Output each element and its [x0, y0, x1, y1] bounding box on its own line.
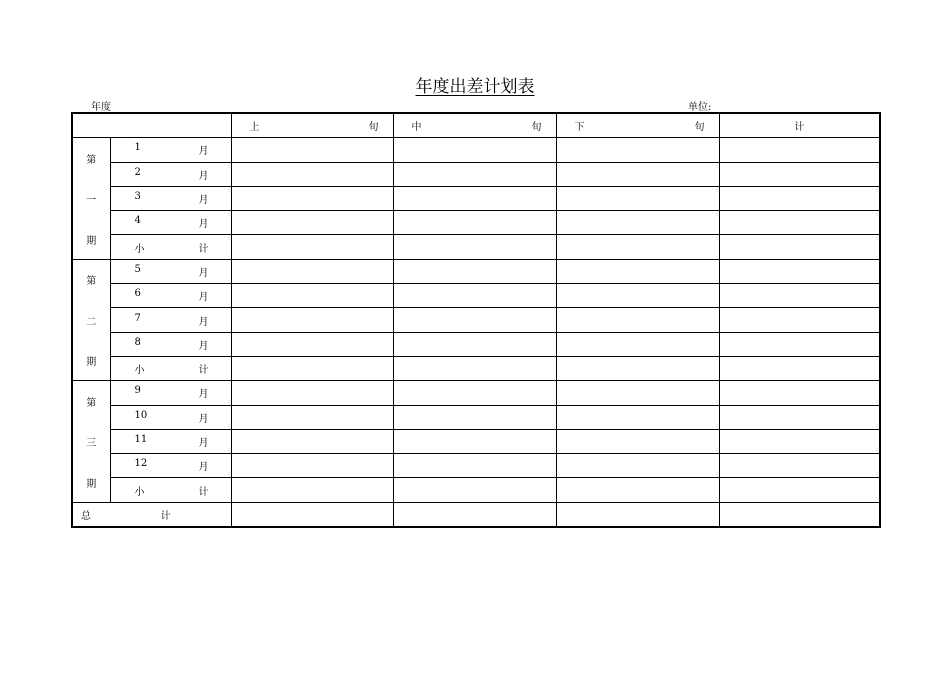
month-unit: 月	[198, 146, 209, 158]
grand-total-cell-third-dekad[interactable]	[556, 502, 719, 527]
header-second-right: 旬	[531, 122, 542, 134]
entry-cell-total[interactable]	[719, 405, 880, 429]
month-number: 12	[134, 458, 148, 470]
month-number: 小	[134, 365, 145, 377]
period-label-char: 一	[86, 195, 97, 207]
entry-cell-total[interactable]	[719, 138, 880, 162]
entry-cell-first-dekad[interactable]	[231, 235, 393, 259]
entry-cell-second-dekad[interactable]	[393, 186, 556, 210]
entry-cell-third-dekad[interactable]	[556, 308, 719, 332]
month-number: 1	[134, 142, 141, 154]
month-number: 6	[134, 288, 141, 300]
entry-cell-first-dekad[interactable]	[231, 405, 393, 429]
entry-cell-third-dekad[interactable]	[556, 332, 719, 356]
month-unit: 月	[198, 316, 209, 328]
header-blank-cell	[72, 113, 231, 138]
entry-cell-second-dekad[interactable]	[393, 138, 556, 162]
month-cell	[110, 211, 231, 235]
entry-cell-total[interactable]	[719, 284, 880, 308]
period-label-char: 期	[86, 235, 97, 247]
header-total: 计	[719, 113, 880, 138]
table-row	[72, 284, 880, 308]
entry-cell-third-dekad[interactable]	[556, 381, 719, 405]
entry-cell-second-dekad[interactable]	[393, 235, 556, 259]
month-unit: 月	[198, 438, 209, 449]
grand-total-label-char: 总	[81, 510, 91, 522]
header-second-dekad	[393, 113, 556, 138]
entry-cell-first-dekad[interactable]	[231, 332, 393, 356]
month-number: 2	[134, 166, 141, 178]
period-label-char: 第	[86, 397, 97, 409]
table-row	[72, 259, 880, 283]
table-row	[72, 235, 880, 259]
entry-cell-second-dekad[interactable]	[393, 162, 556, 186]
entry-cell-first-dekad[interactable]	[231, 186, 393, 210]
table-row	[72, 429, 880, 453]
month-cell	[110, 405, 231, 429]
entry-cell-total[interactable]	[719, 478, 880, 502]
entry-cell-total[interactable]	[719, 235, 880, 259]
header-first-dekad	[231, 113, 393, 138]
period-label-char: 第	[86, 154, 97, 166]
grand-total-cell-total[interactable]	[719, 502, 880, 527]
entry-cell-second-dekad[interactable]	[393, 332, 556, 356]
month-number: 8	[134, 336, 141, 348]
year-label: 年度	[91, 102, 111, 113]
grand-total-cell-second-dekad[interactable]	[393, 502, 556, 527]
table-row	[72, 478, 880, 502]
entry-cell-total[interactable]	[719, 162, 880, 186]
month-number: 小	[134, 486, 145, 498]
table-row	[72, 454, 880, 478]
entry-cell-first-dekad[interactable]	[231, 211, 393, 235]
entry-cell-first-dekad[interactable]	[231, 454, 393, 478]
month-cell	[110, 138, 231, 162]
header-row	[72, 113, 880, 138]
entry-cell-third-dekad[interactable]	[556, 454, 719, 478]
table-body	[72, 113, 880, 527]
entry-cell-third-dekad[interactable]	[556, 259, 719, 283]
entry-cell-third-dekad[interactable]	[556, 405, 719, 429]
entry-cell-total[interactable]	[719, 381, 880, 405]
entry-cell-third-dekad[interactable]	[556, 429, 719, 453]
entry-cell-third-dekad[interactable]	[556, 138, 719, 162]
month-unit: 月	[198, 389, 209, 401]
month-cell	[110, 332, 231, 356]
entry-cell-first-dekad[interactable]	[231, 259, 393, 283]
table-row	[72, 356, 880, 380]
month-unit: 月	[198, 219, 209, 231]
month-number: 9	[134, 385, 141, 397]
entry-cell-second-dekad[interactable]	[393, 356, 556, 380]
month-unit: 计	[198, 486, 209, 498]
entry-cell-third-dekad[interactable]	[556, 478, 719, 502]
entry-cell-first-dekad[interactable]	[231, 429, 393, 453]
entry-cell-third-dekad[interactable]	[556, 162, 719, 186]
month-cell	[110, 284, 231, 308]
entry-cell-total[interactable]	[719, 186, 880, 210]
table-row	[72, 308, 880, 332]
entry-cell-total[interactable]	[719, 454, 880, 478]
grand-total-label-char: 计	[160, 510, 171, 522]
entry-cell-first-dekad[interactable]	[231, 138, 393, 162]
entry-cell-second-dekad[interactable]	[393, 478, 556, 502]
month-unit: 月	[198, 195, 209, 207]
table-row	[72, 405, 880, 429]
grand-total-row	[72, 502, 880, 527]
entry-cell-third-dekad[interactable]	[556, 356, 719, 380]
period-label-char: 三	[86, 438, 97, 449]
entry-cell-third-dekad[interactable]	[556, 284, 719, 308]
month-unit: 月	[198, 292, 209, 304]
month-unit: 计	[198, 365, 209, 377]
month-number: 3	[134, 191, 141, 203]
grand-total-cell-first-dekad[interactable]	[231, 502, 393, 527]
month-cell	[110, 259, 231, 283]
table-row	[72, 211, 880, 235]
document-title	[0, 72, 950, 97]
month-cell	[110, 308, 231, 332]
header-first-left: 上	[249, 122, 260, 134]
month-unit: 月	[198, 340, 209, 352]
entry-cell-total[interactable]	[719, 429, 880, 453]
month-cell	[110, 381, 231, 405]
entry-cell-total[interactable]	[719, 356, 880, 380]
entry-cell-third-dekad[interactable]	[556, 211, 719, 235]
entry-cell-first-dekad[interactable]	[231, 356, 393, 380]
month-unit: 月	[198, 170, 209, 182]
month-number: 5	[134, 263, 141, 275]
month-number: 4	[134, 215, 141, 227]
month-cell	[110, 478, 231, 502]
header-first-right: 旬	[368, 122, 379, 134]
entry-cell-second-dekad[interactable]	[393, 259, 556, 283]
entry-cell-first-dekad[interactable]	[231, 381, 393, 405]
entry-cell-second-dekad[interactable]	[393, 429, 556, 453]
entry-cell-total[interactable]	[719, 259, 880, 283]
month-cell	[110, 235, 231, 259]
period-label-char: 二	[86, 316, 97, 328]
header-third-right: 旬	[694, 122, 705, 134]
month-number: 10	[134, 409, 148, 421]
month-number: 7	[134, 312, 141, 324]
entry-cell-second-dekad[interactable]	[393, 454, 556, 478]
month-cell	[110, 454, 231, 478]
month-cell	[110, 429, 231, 453]
month-cell	[110, 162, 231, 186]
entry-cell-second-dekad[interactable]	[393, 211, 556, 235]
month-unit: 月	[198, 462, 209, 474]
entry-cell-third-dekad[interactable]	[556, 186, 719, 210]
month-unit: 计	[198, 243, 209, 255]
entry-cell-first-dekad[interactable]	[231, 478, 393, 502]
month-number: 11	[134, 434, 148, 445]
entry-cell-first-dekad[interactable]	[231, 284, 393, 308]
header-third-left: 下	[574, 122, 585, 134]
entry-cell-second-dekad[interactable]	[393, 308, 556, 332]
unit-label: 单位:	[688, 102, 712, 113]
entry-cell-first-dekad[interactable]	[231, 308, 393, 332]
month-cell	[110, 186, 231, 210]
entry-cell-total[interactable]	[719, 211, 880, 235]
entry-cell-total[interactable]	[719, 332, 880, 356]
header-second-left: 中	[411, 122, 422, 134]
entry-cell-total[interactable]	[719, 308, 880, 332]
entry-cell-second-dekad[interactable]	[393, 381, 556, 405]
table-row	[72, 138, 880, 162]
period-label-cell	[72, 259, 110, 380]
entry-cell-third-dekad[interactable]	[556, 235, 719, 259]
period-label-cell	[72, 381, 110, 502]
table-row	[72, 186, 880, 210]
period-label-cell	[72, 138, 110, 259]
entry-cell-second-dekad[interactable]	[393, 405, 556, 429]
travel-plan-table	[71, 112, 881, 528]
month-number: 小	[134, 243, 145, 255]
document-title-text: 年度出差计划表	[415, 77, 535, 97]
month-cell	[110, 356, 231, 380]
period-label-char: 第	[86, 276, 97, 288]
header-third-dekad	[556, 113, 719, 138]
period-label-char: 期	[86, 478, 97, 490]
entry-cell-second-dekad[interactable]	[393, 284, 556, 308]
month-unit: 月	[198, 267, 209, 279]
period-label-char: 期	[86, 357, 97, 369]
table-row	[72, 381, 880, 405]
entry-cell-first-dekad[interactable]	[231, 162, 393, 186]
table-row	[72, 162, 880, 186]
grand-total-label	[72, 502, 231, 527]
table-row	[72, 332, 880, 356]
month-unit: 月	[198, 413, 209, 425]
